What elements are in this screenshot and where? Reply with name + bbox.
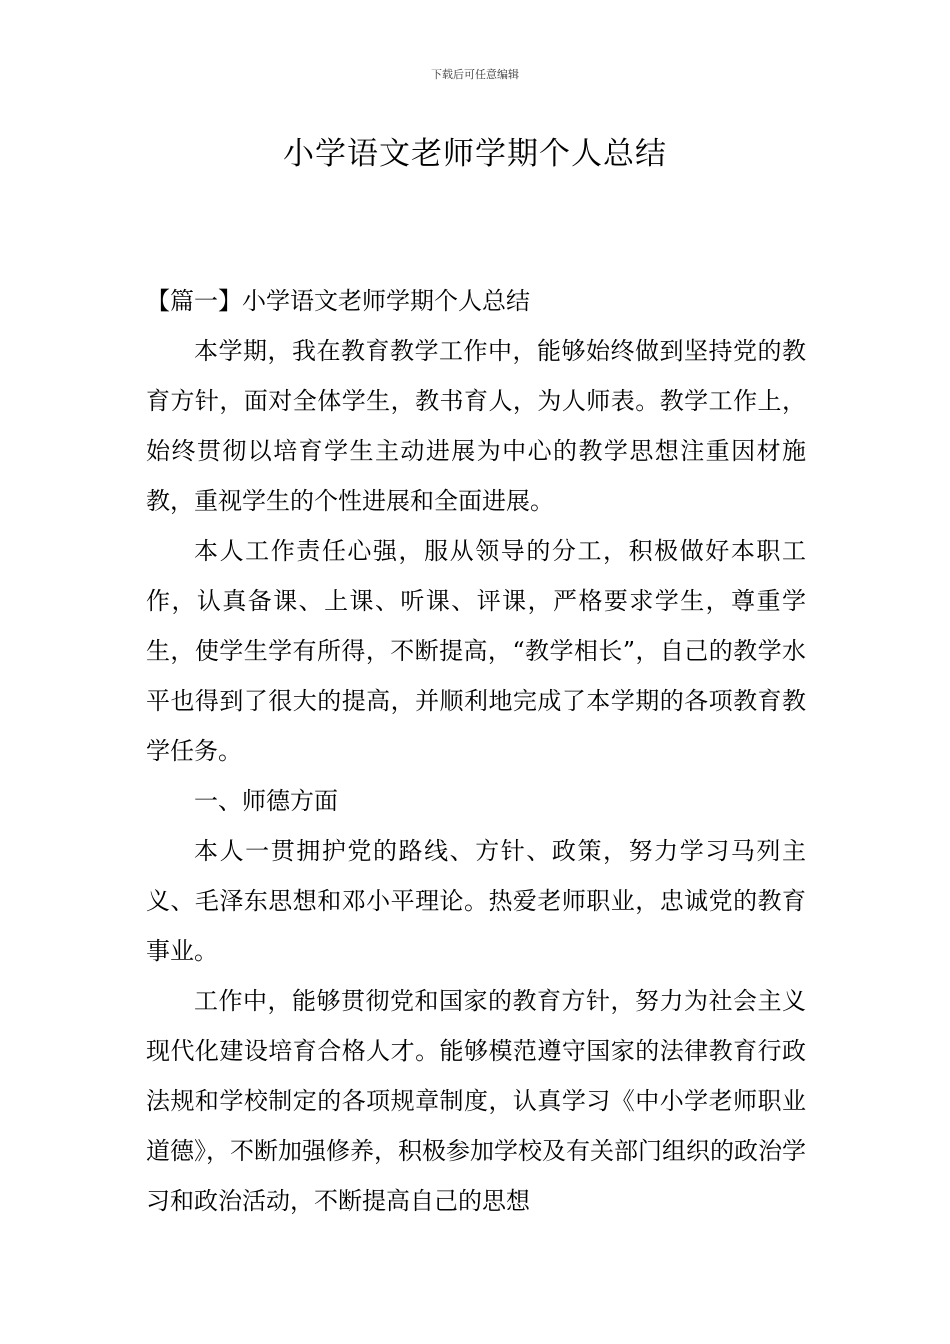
document-body <box>146 276 806 1226</box>
paragraph: 本学期，我在教育教学工作中，能够始终做到坚持党的教育方针，面对全体学生，教书育人，为人师表。教学工作上，始终贯彻以培育学生主动进展为中心的教学思想注重因材施教，重视学生的个性进展和全面进展。 <box>146 337 806 515</box>
header-note: 下载后可任意编辑 <box>431 68 519 81</box>
paragraph: 本人工作责任心强，服从领导的分工，积极做好本职工作，认真备课、上课、听课、评课，严格要求学生，尊重学生，使学生学有所得，不断提高，“教学相长”，自己的教学水平也得到了很大的提高，并顺利地完成了本学期的各项教育教学任务。 <box>146 537 806 765</box>
document-title: 小学语文老师学期个人总结 <box>283 136 667 172</box>
subsection-heading: 一、师德方面 <box>194 787 338 815</box>
paragraph: 本人一贯拥护党的路线、方针、政策，努力学习马列主义、毛泽东思想和邓小平理论。热爱老师职业，忠诚党的教育事业。 <box>146 837 806 965</box>
section-heading: 【篇一】小学语文老师学期个人总结 <box>146 287 530 315</box>
paragraph: 工作中，能够贯彻党和国家的教育方针，努力为社会主义现代化建设培育合格人才。能够模范遵守国家的法律教育行政法规和学校制定的各项规章制度，认真学习《中小学老师职业道德》，不断加强修养，积极参加学校及有关部门组织的政治学习和政治活动，不断提高自己的思想 <box>146 987 806 1215</box>
